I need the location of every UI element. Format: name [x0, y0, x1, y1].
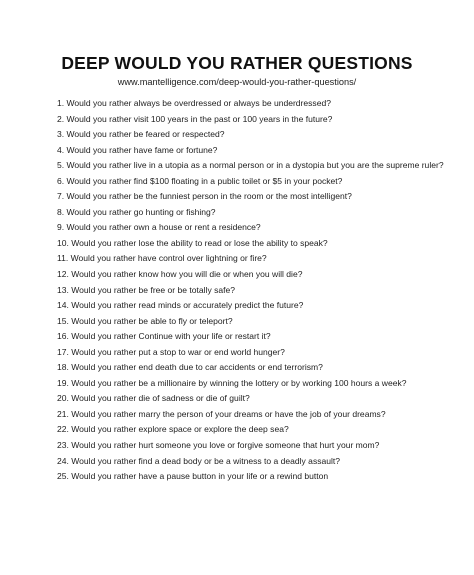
- list-item: 19. Would you rather be a millionaire by winning the lottery or by working 100 hours a week?: [57, 377, 407, 388]
- list-item: 6. Would you rather find $100 floating in a public toilet or $5 in your pocket?: [57, 175, 343, 186]
- list-item: 23. Would you rather hurt someone you love or forgive someone that hurt your mom?: [57, 440, 380, 451]
- list-item: 7. Would you rather be the funniest person in the room or the most intelligent?: [57, 191, 352, 202]
- list-item: 10. Would you rather lose the ability to read or lose the ability to speak?: [57, 237, 328, 248]
- list-item: 24. Would you rather find a dead body or be a witness to a deadly assault?: [57, 455, 341, 466]
- list-item: 3. Would you rather be feared or respected?: [57, 129, 225, 140]
- page-title: DEEP WOULD YOU RATHER QUESTIONS: [61, 53, 413, 73]
- list-item: 4. Would you rather have fame or fortune?: [57, 144, 218, 155]
- list-item: 9. Would you rather own a house or rent a residence?: [57, 222, 261, 233]
- list-item: 21. Would you rather marry the person of your dreams or have the job of your dreams?: [57, 408, 386, 419]
- list-item: 15. Would you rather be able to fly or teleport?: [57, 315, 233, 326]
- list-item: 13. Would you rather be free or be totally safe?: [57, 284, 236, 295]
- list-item: 11. Would you rather have control over lightning or fire?: [57, 253, 267, 264]
- list-item: 2. Would you rather visit 100 years in the past or 100 years in the future?: [57, 113, 333, 124]
- list-item: 22. Would you rather explore space or explore the deep sea?: [57, 424, 289, 435]
- list-item: 17. Would you rather put a stop to war or end world hunger?: [57, 346, 285, 357]
- list-item: 12. Would you rather know how you will die or when you will die?: [57, 269, 303, 280]
- list-item: 8. Would you rather go hunting or fishing?: [57, 206, 216, 217]
- list-item: 25. Would you rather have a pause button in your life or a rewind button: [57, 471, 329, 482]
- list-item: 1. Would you rather always be overdressed or always be underdressed?: [57, 98, 331, 108]
- list-item: 16. Would you rather Continue with your life or restart it?: [57, 331, 271, 342]
- list-item: 5. Would you rather live in a utopia as a normal person or in a dystopia but you are the supreme ruler?: [57, 160, 444, 171]
- list-item: 18. Would you rather end death due to car accidents or end terrorism?: [57, 362, 323, 373]
- list-item: 14. Would you rather read minds or accurately predict the future?: [57, 300, 304, 311]
- source-url: www.mantelligence.com/deep-would-you-rather-questions/: [117, 77, 357, 87]
- question-list: [57, 96, 467, 485]
- list-item: 20. Would you rather die of sadness or die of guilt?: [57, 393, 250, 404]
